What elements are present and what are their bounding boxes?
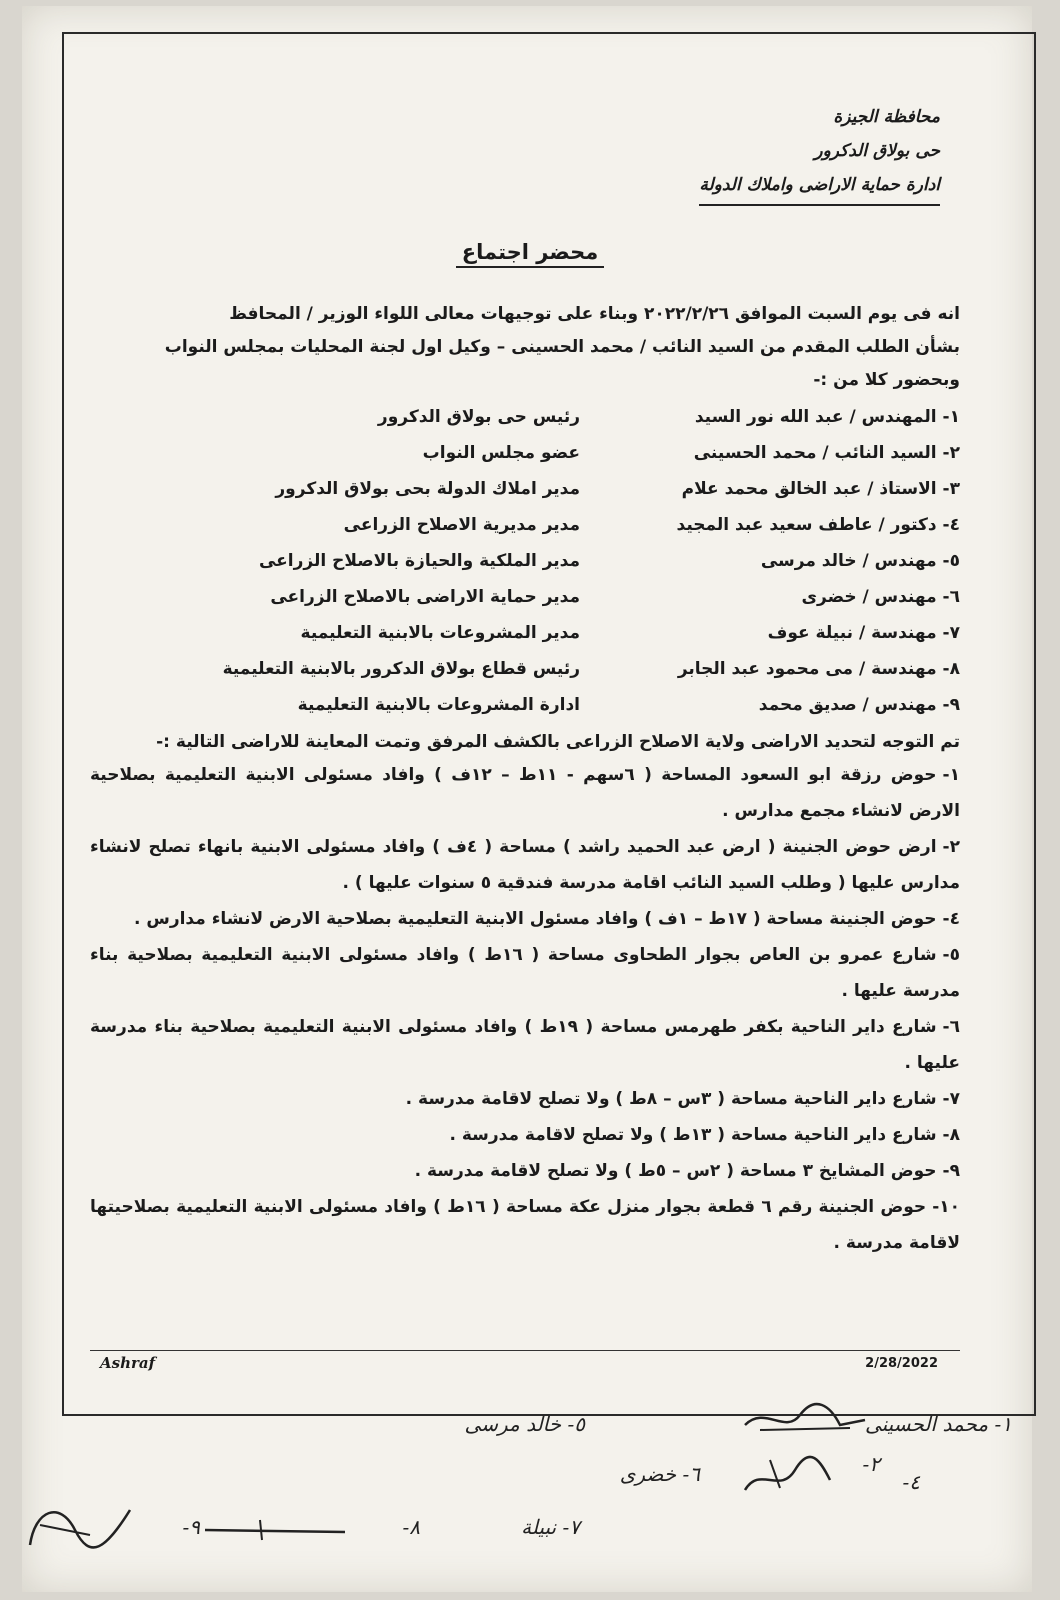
attendee-name: ٤- دكتور / عاطف سعيد عبد المجيد xyxy=(676,515,960,535)
signature-7-label: ٧- نبيلة xyxy=(521,1515,580,1539)
print-date: 2/28/2022 xyxy=(865,1356,938,1371)
attendee-name: ٥- مهندس / خالد مرسى xyxy=(760,551,960,571)
signature-4-label: ٤- xyxy=(902,1470,920,1494)
signature-9-label: ٩- xyxy=(182,1515,200,1539)
intro-line: انه فى يوم السبت الموافق ٢٠٢٢/٢/٢٦ وبناء على توجيهات معالى اللواء الوزير / المحافظ xyxy=(229,304,960,324)
document-body xyxy=(90,298,960,1261)
item-text: شارع داير الناحية مساحة ( ٣س – ٨ط ) ولا تصلح لاقامة مدرسة . xyxy=(405,1089,937,1109)
land-item xyxy=(90,937,960,1009)
signature-8-label: ٨- xyxy=(402,1515,420,1539)
item-text: شارع داير الناحية مساحة ( ١٣ط ) ولا تصلح لاقامة مدرسة . xyxy=(449,1125,937,1145)
typist-name: Ashraf xyxy=(100,1354,156,1372)
item-text: حوض الجنينة مساحة ( ١٧ط – ١ف ) وافاد مسئول الابنية التعليمية بصلاحية الارض لانشاء مدارس . xyxy=(133,909,937,929)
item-text: حوض المشايخ ٣ مساحة ( ٢س – ٥ط ) ولا تصلح لاقامة مدرسة . xyxy=(414,1161,937,1181)
attendee-row xyxy=(90,399,960,435)
attendee-name: ٨- مهندسة / مى محمود عبد الجابر xyxy=(677,659,960,679)
attendee-role: مدير املاك الدولة بحى بولاق الدكرور xyxy=(275,479,580,499)
item-number: ١- xyxy=(942,765,960,785)
item-number: ٩- xyxy=(942,1161,960,1181)
signature-4-mark xyxy=(740,1450,840,1500)
attendee-name: ٦- مهندس / خضرى xyxy=(801,587,960,607)
attendee-role: مدير مديرية الاصلاح الزراعى xyxy=(343,515,580,535)
signature-6-label: ٦- خضرى xyxy=(619,1462,700,1486)
land-item xyxy=(90,1009,960,1081)
attendee-row xyxy=(90,687,960,723)
land-item xyxy=(90,1081,960,1117)
land-item xyxy=(90,1153,960,1189)
attendee-role: مدير الملكية والحيازة بالاصلاح الزراعى xyxy=(258,551,580,571)
signature-2-label: ٢- xyxy=(862,1452,880,1476)
item-number: ١٠- xyxy=(932,1197,961,1217)
attendee-row xyxy=(90,471,960,507)
attendee-role: رئيس حى بولاق الدكرور xyxy=(377,407,580,427)
inspection-heading: تم التوجه لتحديد الاراضى ولاية الاصلاح الزراعى بالكشف المرفق وتمت المعاينة للاراضى التالية :- xyxy=(156,732,960,752)
attendee-role: رئيس قطاع بولاق الدكرور بالابنية التعليمية xyxy=(222,659,580,679)
signature-5-label: ٥- خالد مرسى xyxy=(464,1412,585,1436)
intro xyxy=(90,298,960,397)
land-item xyxy=(90,1117,960,1153)
attendee-name: ١- المهندس / عبد الله نور السيد xyxy=(694,407,960,427)
attendee-row xyxy=(90,579,960,615)
attendee-role: مدير حماية الاراضى بالاصلاح الزراعى xyxy=(270,587,580,607)
attendee-name: ٣- الاستاذ / عبد الخالق محمد علام xyxy=(681,479,960,499)
signature-2-mark xyxy=(740,1400,870,1440)
land-item xyxy=(90,901,960,937)
attendee-row xyxy=(90,435,960,471)
item-text: حوض رزقة ابو السعود المساحة ( ٦سهم - ١١ط – ١٢ف ) وافاد مسئولى الابنية التعليمية بصلاحية الارض لانشاء مجمع مدارس . xyxy=(90,765,960,821)
land-item xyxy=(90,829,960,901)
attendee-row xyxy=(90,507,960,543)
attendee-row xyxy=(90,651,960,687)
attendee-role: عضو مجلس النواب xyxy=(422,443,580,463)
attendee-name: ٢- السيد النائب / محمد الحسينى xyxy=(693,443,960,463)
item-number: ٨- xyxy=(942,1125,960,1145)
attendee-role: ادارة المشروعات بالابنية التعليمية xyxy=(297,695,580,715)
attendees-list xyxy=(90,399,960,723)
attendee-row xyxy=(90,543,960,579)
item-number: ٦- xyxy=(942,1017,960,1037)
signature-9-mark xyxy=(20,1490,150,1560)
item-number: ٢- xyxy=(942,837,960,857)
attendee-role: مدير المشروعات بالابنية التعليمية xyxy=(300,623,580,643)
land-item xyxy=(90,1189,960,1261)
attendee-name: ٧- مهندسة / نبيلة عوف xyxy=(767,623,960,643)
land-item xyxy=(90,757,960,829)
signature-8-mark xyxy=(200,1510,350,1550)
intro-line: وبحضور كلا من :- xyxy=(813,370,960,390)
item-number: ٤- xyxy=(942,909,960,929)
item-number: ٥- xyxy=(942,945,960,965)
letterhead xyxy=(699,100,940,206)
signature-1-label: ١- محمد الحسينى xyxy=(864,1412,1012,1436)
attendee-name: ٩- مهندس / صديق محمد xyxy=(758,695,960,715)
governorate-name: محافظة الجيزة xyxy=(833,107,940,127)
attendee-row xyxy=(90,615,960,651)
intro-line: بشأن الطلب المقدم من السيد النائب / محمد الحسينى – وكيل اول لجنة المحليات بمجلس النواب xyxy=(164,337,960,357)
department-name: ادارة حماية الاراضى واملاك الدولة xyxy=(699,168,940,206)
item-number: ٧- xyxy=(942,1089,960,1109)
item-text: حوض الجنينة رقم ٦ قطعة بجوار منزل عكة مساحة ( ١٦ط ) وافاد مسئولى الابنية التعليمية بصلاحيتها لاقامة مدرسة . xyxy=(90,1197,960,1253)
document-title: محضر اجتماع xyxy=(0,240,1060,264)
item-text: شارع داير الناحية بكفر طهرمس مساحة ( ١٩ط ) وافاد مسئولى الابنية التعليمية بصلاحية بناء مدرسة عليها . xyxy=(90,1017,960,1073)
district-name: حى بولاق الدكرور xyxy=(814,141,940,161)
item-text: ارض حوض الجنينة ( ارض عبد الحميد راشد ) مساحة ( ٤ف ) وافاد مسئولى الابنية بانهاء تصلح لانشاء مدارس عليها ( وطلب السيد النائب اقامة مدرسة فندقية ٥ سنوات عليها ) . xyxy=(90,837,960,893)
footer-divider xyxy=(90,1350,960,1351)
item-text: شارع عمرو بن العاص بجوار الطحاوى مساحة ( ١٦ط ) وافاد مسئولى الابنية التعليمية بصلاحية بناء مدرسة عليها . xyxy=(90,945,960,1001)
